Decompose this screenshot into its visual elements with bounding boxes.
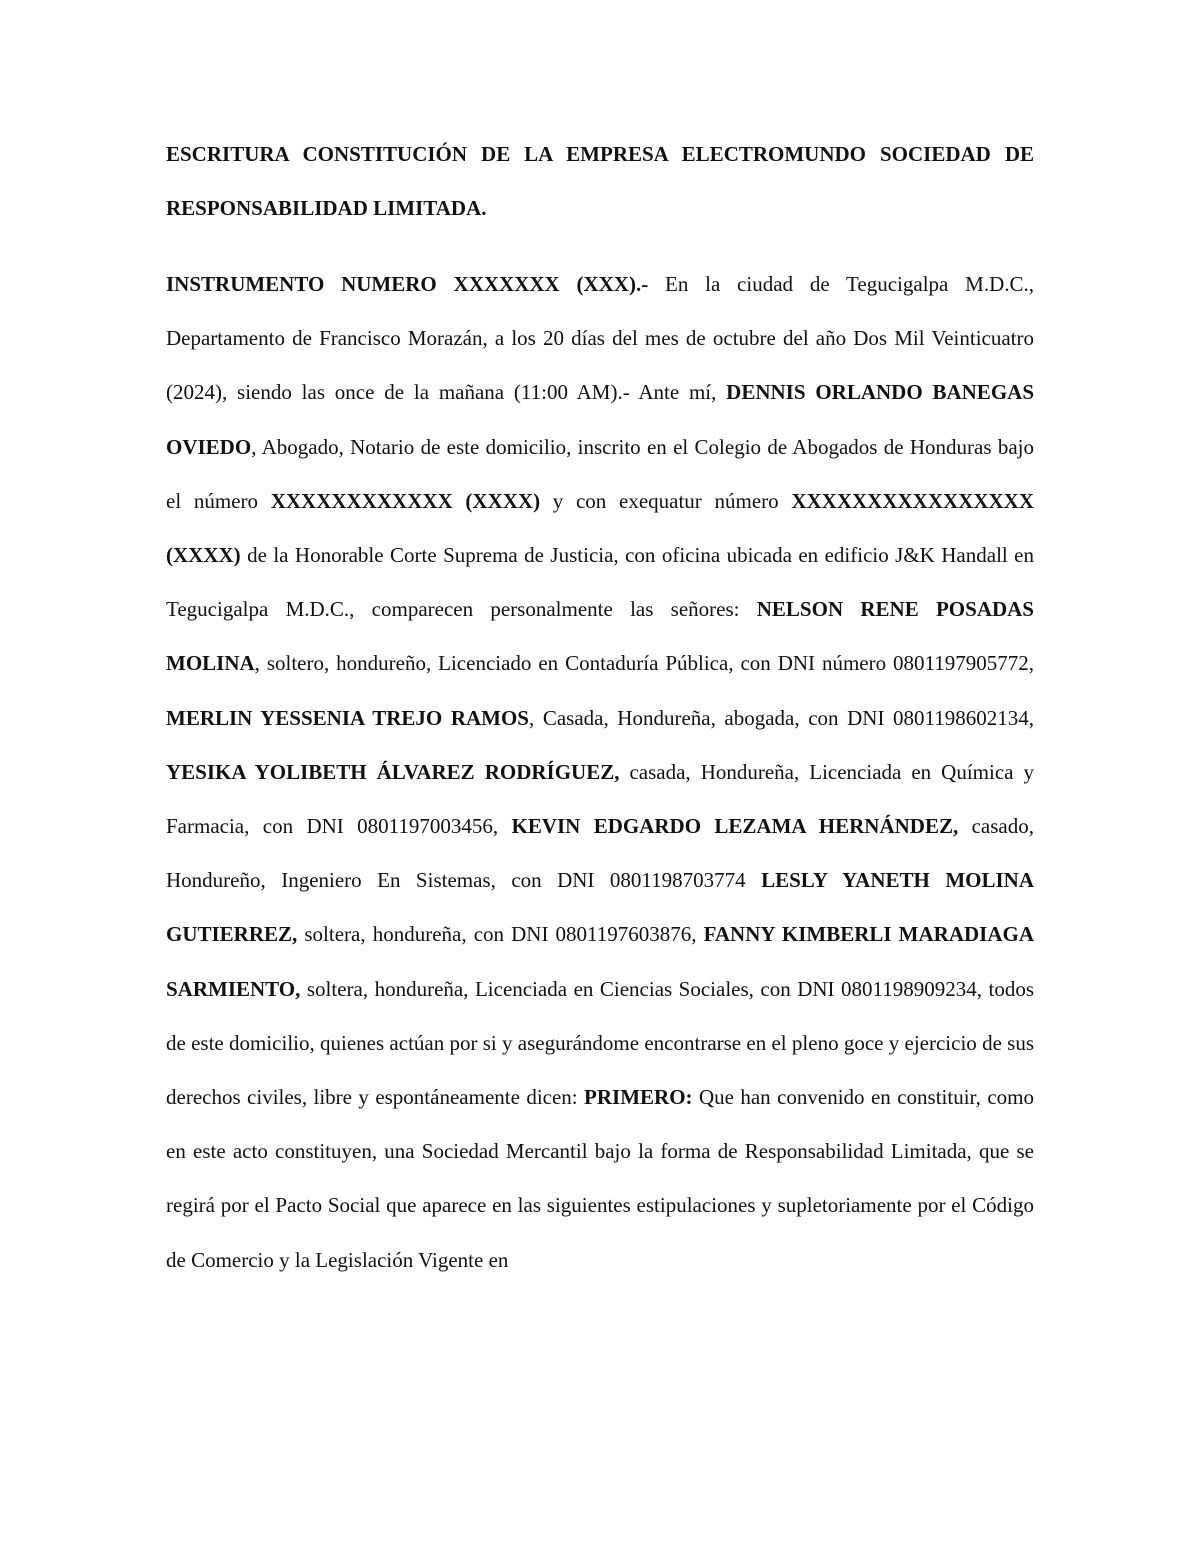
bold-text-run: KEVIN EDGARDO LEZAMA HERNÁNDEZ,: [511, 814, 959, 839]
bold-text-run: FANNY KIMBERLI MARADIAGA SARMIENTO,: [166, 922, 1034, 1001]
bold-text-run: YESIKA YOLIBETH ÁLVAREZ RODRÍGUEZ,: [166, 759, 620, 784]
text-run: soltera, hondureña, con DNI 0801197603876,: [297, 922, 704, 947]
bold-text-run: DENNIS ORLANDO BANEGAS OVIEDO: [166, 380, 1034, 459]
text-run: , soltero, hondureño, Licenciado en Contaduría Pública, con DNI número 0801197905772,: [254, 651, 1034, 676]
bold-text-run: LESLY YANETH MOLINA GUTIERREZ,: [166, 868, 1034, 947]
document-body-paragraph: [166, 257, 1034, 1287]
text-run: de la Honorable Corte Suprema de Justicia, con oficina ubicada en edificio J&K Handall en Tegucigalpa M.D.C., comparecen personalmente las señores:: [166, 543, 1034, 622]
bold-text-run: INSTRUMENTO NUMERO XXXXXXX (XXX).-: [166, 272, 649, 296]
text-run: , Casada, Hondureña, abogada, con DNI 0801198602134,: [528, 705, 1034, 730]
bold-text-run: XXXXXXXXXXXX (XXXX): [270, 488, 541, 513]
text-run: y con exequatur número: [540, 488, 792, 513]
bold-text-run: MERLIN YESSENIA TREJO RAMOS: [166, 705, 529, 730]
text-run: casada, Hondureña, Licenciada en Química y Farmacia, con DNI 0801197003456,: [166, 759, 1034, 839]
document-title: ESCRITURA CONSTITUCIÓN DE LA EMPRESA ELECTROMUNDO SOCIEDAD DE RESPONSABILIDAD LIMITADA.: [166, 142, 1034, 220]
bold-text-run: XXXXXXXXXXXXXXXX (XXXX): [166, 488, 1034, 568]
text-run: , Abogado, Notario de este domicilio, inscrito en el Colegio de Abogados de Honduras bajo el número: [166, 434, 1034, 513]
text-run: casado, Hondureño, Ingeniero En Sistemas, con DNI 0801198703774: [166, 814, 1034, 893]
text-run: En la ciudad de Tegucigalpa M.D.C., Departamento de Francisco Morazán, a los 20 días del mes de octubre del año Dos Mil Veinticuatro (2024), siendo las once de la mañana (11:00 AM).- Ante mí,: [166, 272, 1034, 405]
bold-text-run: NELSON RENE POSADAS MOLINA: [166, 597, 1034, 676]
bold-text-run: PRIMERO:: [584, 1085, 693, 1110]
text-run: soltera, hondureña, Licenciada en Ciencias Sociales, con DNI 0801198909234, todos de este domicilio, quienes actúan por si y asegurándome encontrarse en el pleno goce y ejercicio de sus derechos civiles, libre y espontáneamente dicen:: [166, 976, 1034, 1110]
document-content: [166, 127, 1034, 1287]
text-run: Que han convenido en constituir, como en este acto constituyen, una Sociedad Mercantil bajo la forma de Responsabilidad Limitada, que se regirá por el Pacto Social que aparece en las siguientes estipulaciones y supletoriamente por el Código de Comercio y la Legislación Vigente en: [166, 1085, 1034, 1272]
